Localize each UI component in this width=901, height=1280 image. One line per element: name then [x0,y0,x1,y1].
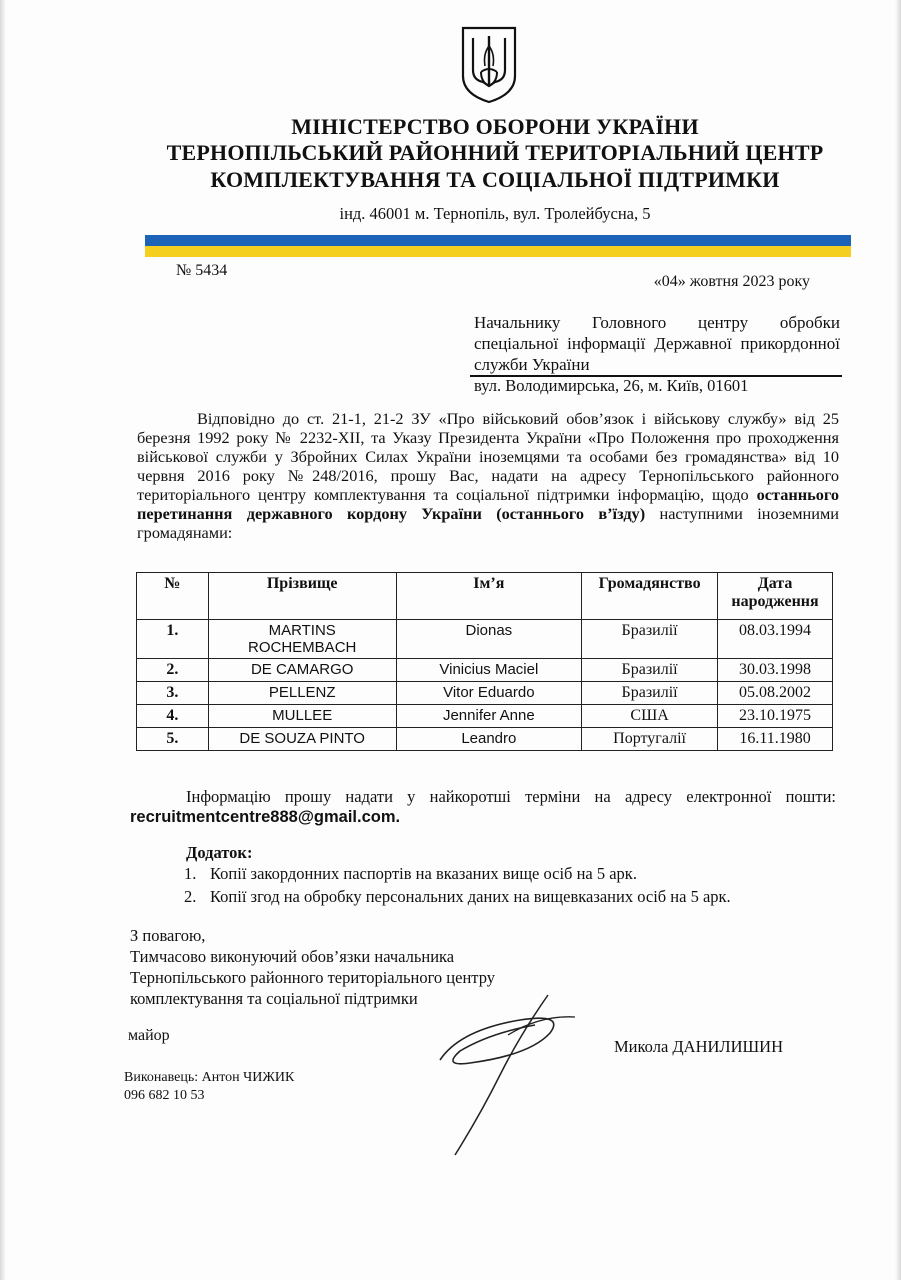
cell-num: 2. [137,659,209,682]
annex-title: Додаток: [186,843,253,862]
persons-table [136,572,833,751]
list-item-number: 1. [184,864,197,883]
list-item [184,862,804,885]
cell-name: Leandro [396,728,582,751]
page-edge-right [895,0,901,1280]
flag-stripe [145,235,851,257]
cell-citizenship: США [582,705,718,728]
table-row [137,705,833,728]
flag-blue-band [145,235,851,246]
contact-email: recruitmentcentre888@gmail.com. [130,808,401,826]
table-row [137,682,833,705]
header-line-3: КОМПЛЕКТУВАННЯ ТА СОЦІАЛЬНОЇ ПІДТРИМКИ [210,167,780,192]
table-header-row [137,573,833,620]
body-paragraph [137,409,839,542]
cell-num: 4. [137,705,209,728]
cell-citizenship: Бразилії [582,682,718,705]
signer-title-line-1: Тимчасово виконуючий обов’язки начальника [130,947,455,966]
cell-surname: DE SOUZA PINTO [208,728,396,751]
cell-dob: 16.11.1980 [718,728,833,751]
cell-num: 1. [137,620,209,659]
page-edge-left [0,0,6,1280]
signer-title-line-3: комплектування та соціальної підтримки [130,989,418,1008]
signer-name: Микола ДАНИЛИШИН [614,1037,783,1056]
request-paragraph [130,787,836,827]
signer-title-line-2: Тернопільського районного територіального центру [130,968,495,987]
list-item-text: Копії згод на обробку персональних даних на вищевказаних осіб на 5 арк. [210,887,731,906]
header-dob: Дата народження [718,573,833,620]
cell-citizenship: Португалії [582,728,718,751]
request-text-block [130,787,836,827]
sender-address: інд. 46001 м. Тернопіль, вул. Тролейбусна, 5 [339,204,651,223]
flag-yellow-band [145,246,851,257]
cell-name: Dionas [396,620,582,659]
executor-name: Виконавець: Антон ЧИЖИК [124,1070,295,1085]
cell-name: Jennifer Anne [396,705,582,728]
header-name: Ім’я [396,573,582,620]
letter-body [137,409,839,542]
list-item [184,885,804,908]
cell-name: Vitor Eduardo [396,682,582,705]
header-surname: Прізвище [208,573,396,620]
cell-surname: MARTINS ROCHEMBACH [208,620,396,659]
header-citizenship: Громадянство [582,573,718,620]
cell-name: Vinicius Maciel [396,659,582,682]
cell-dob: 23.10.1975 [718,705,833,728]
header-line-2: ТЕРНОПІЛЬСЬКИЙ РАЙОННИЙ ТЕРИТОРІАЛЬНИЙ ЦЕНТР [166,140,824,165]
cell-dob: 08.03.1994 [718,620,833,659]
list-item-text: Копії закордонних паспортів на вказаних вище осіб на 5 арк. [210,864,637,883]
cell-dob: 05.08.2002 [718,682,833,705]
cell-surname: DE CAMARGO [208,659,396,682]
body-text-end: наступними іноземними громадянами: [137,504,839,542]
request-text: Інформацію прошу надати у найкоротші терміни на адресу електронної пошти: [186,787,836,806]
body-text-start: Відповідно до ст. 21-1, 21-2 ЗУ «Про військовий обов’язок і військову службу» від 25 березня 1992 року № 2232-XII, та Указу Президента України «Про Положення про проходження військової служби у Збройних Силах України іноземцями та особами без громадянства» від 10 червня 2016 року №248/2016, прошу Вас, надати на адресу Тернопільського районного територіального центру комплектування та соціальної підтримки інформацію, щодо [137,409,839,504]
cell-citizenship: Бразилії [582,659,718,682]
greeting: З повагою, [130,926,206,945]
header-num: № [137,573,209,620]
cell-num: 5. [137,728,209,751]
body-text-bold: останнього перетинання державного кордону України (останнього в’їзду) [137,485,839,523]
list-item-number: 2. [184,887,197,906]
recipient-address: вул. Володимирська, 26, м. Київ, 01601 [474,376,749,395]
cell-dob: 30.03.1998 [718,659,833,682]
table-row [137,620,833,659]
coat-of-arms-icon [459,24,519,104]
handwritten-signature [400,975,620,1165]
signer-rank: майор [128,1027,170,1044]
table-row [137,728,833,751]
outgoing-number: № 5434 [176,262,228,279]
executor-info [124,1069,294,1105]
recipient: Начальнику Головного центру обробки спеціальної інформації Державної прикордонної служби України [474,313,840,374]
cell-surname: MULLEE [208,705,396,728]
letter-date: «04» жовтня 2023 року [653,273,810,290]
cell-citizenship: Бразилії [582,620,718,659]
cell-surname: PELLENZ [208,682,396,705]
table-row [137,659,833,682]
executor-phone: 096 682 10 53 [124,1088,205,1103]
cell-num: 3. [137,682,209,705]
annex-list [184,862,804,908]
header-line-1: МІНІСТЕРСТВО ОБОРОНИ УКРАЇНИ [291,114,699,139]
